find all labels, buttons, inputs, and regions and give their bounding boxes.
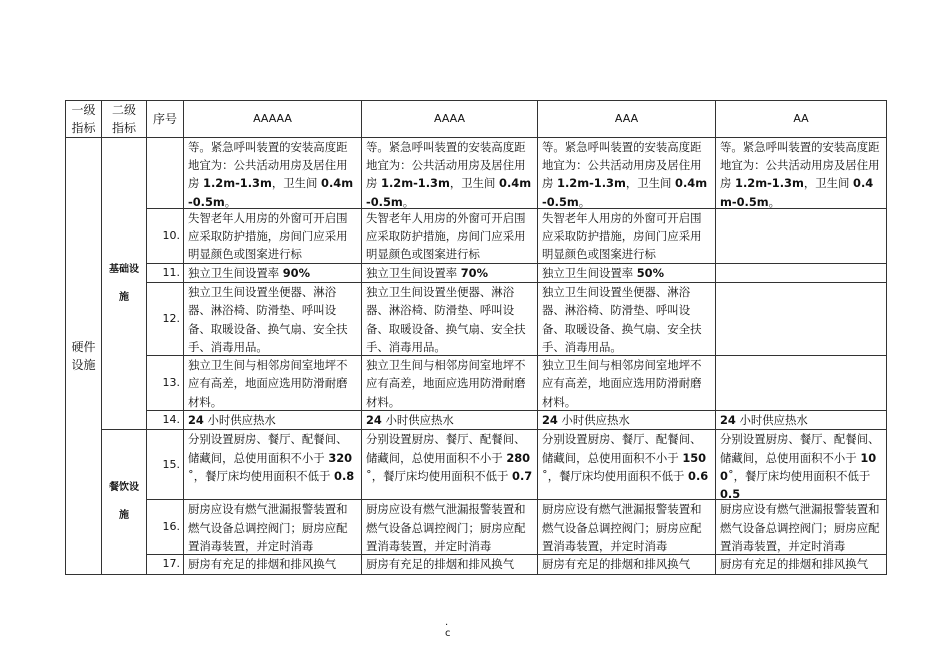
- row-seq: 11.: [147, 264, 184, 283]
- grade-cell-aa: [716, 264, 887, 283]
- text-run: 厨房有充足的排烟和排风换气: [188, 557, 337, 570]
- text-run: 。: [768, 194, 781, 208]
- text-run: 独立卫生间设置坐便器、淋浴器、淋浴椅、防滑垫、呼叫设备、取暖设备、换气扇、安全扶手、消毒用品。: [366, 285, 526, 354]
- grade-cell-aaaaa: [184, 430, 362, 500]
- table-row: [66, 264, 887, 283]
- value-highlight: 24: [366, 413, 382, 428]
- text-run: 独立卫生间与相邻房间室地坪不应有高差，地面应选用防滑耐磨材料。: [188, 358, 348, 409]
- level2-label: 餐饮设 施: [109, 482, 139, 521]
- text-run: 分别设置厨房、餐厅、配餐间、储藏间，总使用面积不小于: [720, 432, 880, 465]
- value-highlight: 100: [720, 450, 877, 483]
- grade-cell-aaa: [538, 264, 716, 283]
- header-grade-aaaaa: AAAAA: [184, 101, 362, 138]
- cell-text: [542, 411, 711, 428]
- text-run: 失智老年人用房的外窗可开启围应采取防护措施，房间门应采用明显颜色或图案进行标: [366, 211, 526, 262]
- value-highlight: 0.4m-0.5m: [542, 176, 708, 208]
- text-run: 厨房有充足的排烟和排风换气: [366, 557, 515, 570]
- value-highlight: 0.4m-0.5m: [188, 176, 354, 208]
- text-run: 小时供应热水: [203, 413, 276, 428]
- cell-text: [366, 138, 533, 208]
- text-run: 厨房应设有燃气泄漏报警装置和燃气设备总调控阀门；厨房应配置消毒装置，并定时消毒: [188, 502, 348, 553]
- grade-cell-aaaaa: [184, 209, 362, 264]
- text-run: 厨房有充足的排烟和排风换气: [720, 557, 869, 570]
- table-row: [66, 430, 887, 500]
- text-run: 等。紧急呼叫装置的安装高度距地宜为：公共活动用房及居住用房: [542, 140, 702, 191]
- cell-text: [366, 209, 533, 263]
- text-run: ˚，餐厅床均使用面积不低于: [188, 468, 335, 483]
- cell-text: [542, 138, 711, 208]
- value-highlight: 70%: [460, 266, 489, 280]
- level1-label: 硬件 设施: [71, 339, 96, 372]
- grade-cell-aaaaa: [184, 264, 362, 283]
- grade-cell-aa: [716, 555, 887, 574]
- grade-cell-aaa: [538, 209, 716, 264]
- grade-cell-aaaaa: [184, 283, 362, 356]
- value-highlight: 150: [682, 450, 707, 465]
- cell-text: [720, 500, 882, 554]
- text-run: 等。紧急呼叫装置的安装高度距地宜为：公共活动用房及居住用房: [366, 140, 526, 191]
- value-highlight: 24: [720, 413, 736, 428]
- row-seq: 16.: [147, 500, 184, 555]
- cell-text: [366, 500, 533, 554]
- table-row: [66, 500, 887, 555]
- text-run: ，卫生间: [271, 176, 322, 191]
- value-highlight: 0.7: [512, 468, 533, 483]
- text-run: 小时供应热水: [557, 413, 630, 428]
- value-highlight: 1.2m-1.3m: [381, 176, 450, 191]
- cell-text: [720, 138, 882, 208]
- value-highlight: 320: [328, 450, 353, 465]
- value-highlight: 50%: [636, 266, 665, 280]
- header-grade-aa: AA: [716, 101, 887, 138]
- level1-hardware: [66, 138, 102, 575]
- grade-cell-aaaa: [362, 356, 538, 411]
- cell-text: [720, 555, 882, 569]
- grade-cell-aa: [716, 209, 887, 264]
- row-seq: 12.: [147, 283, 184, 356]
- value-highlight: 90%: [282, 266, 311, 280]
- value-highlight: 0.5: [720, 487, 741, 500]
- row-seq: 17.: [147, 555, 184, 574]
- grade-cell-aaaaa: [184, 138, 362, 209]
- value-highlight: 0.8: [334, 468, 355, 483]
- grade-cell-aa: [716, 500, 887, 555]
- header-level2: 二级 指标: [102, 101, 147, 138]
- cell-text: [366, 283, 533, 355]
- grade-cell-aa: [716, 411, 887, 430]
- value-highlight: 280: [506, 450, 531, 465]
- text-run: 厨房应设有燃气泄漏报警装置和燃气设备总调控阀门；厨房应配置消毒装置，并定时消毒: [366, 502, 526, 553]
- text-run: 小时供应热水: [381, 413, 454, 428]
- text-run: 等。紧急呼叫装置的安装高度距地宜为：公共活动用房及居住用房: [188, 140, 348, 191]
- text-run: 分别设置厨房、餐厅、配餐间、储藏间，总使用面积不小于: [542, 432, 702, 465]
- grade-cell-aa: [716, 283, 887, 356]
- grade-cell-aaa: [538, 555, 716, 574]
- text-run: 分别设置厨房、餐厅、配餐间、储藏间，总使用面积不小于: [188, 432, 348, 465]
- cell-text: [188, 430, 357, 485]
- grade-cell-aaaa: [362, 500, 538, 555]
- text-run: 独立卫生间设置坐便器、淋浴器、淋浴椅、防滑垫、呼叫设备、取暖设备、换气扇、安全扶手、消毒用品。: [188, 285, 348, 354]
- level2-basic: [102, 138, 147, 430]
- grade-cell-aaa: [538, 500, 716, 555]
- text-run: 独立卫生间与相邻房间室地坪不应有高差，地面应选用防滑耐磨材料。: [366, 358, 526, 409]
- cell-text: [188, 138, 357, 208]
- grade-cell-aaaa: [362, 138, 538, 209]
- value-highlight: 0.4m-0.5m: [720, 176, 874, 208]
- value-highlight: 1.2m-1.3m: [203, 176, 272, 191]
- standards-table: [65, 100, 887, 575]
- table-row: [66, 411, 887, 430]
- text-run: 独立卫生间设置率: [542, 266, 637, 280]
- cell-text: [542, 264, 711, 281]
- row-seq: [147, 138, 184, 209]
- cell-text: [542, 500, 711, 554]
- cell-text: [366, 555, 533, 569]
- grade-cell-aaa: [538, 356, 716, 411]
- header-level1: 一级 指标: [66, 101, 102, 138]
- value-highlight: 1.2m-1.3m: [735, 176, 804, 191]
- text-run: ˚，餐厅床均使用面积不低于: [727, 468, 871, 483]
- row-seq: 13.: [147, 356, 184, 411]
- row-seq: 15.: [147, 430, 184, 500]
- grade-cell-aa: [716, 430, 887, 500]
- text-run: 。: [224, 194, 237, 208]
- header-grade-aaa: AAA: [538, 101, 716, 138]
- text-run: 等。紧急呼叫装置的安装高度距地宜为：公共活动用房及居住用房: [720, 140, 880, 191]
- header-row: [66, 101, 887, 138]
- grade-cell-aa: [716, 138, 887, 209]
- table-row: [66, 356, 887, 411]
- table-row: [66, 555, 887, 574]
- grade-cell-aaaaa: [184, 356, 362, 411]
- footer-dot: .: [445, 617, 449, 628]
- grade-cell-aaaaa: [184, 500, 362, 555]
- cell-text: [188, 283, 357, 355]
- text-run: ，卫生间: [803, 176, 854, 191]
- table-row: [66, 209, 887, 264]
- cell-text: [542, 209, 711, 263]
- grade-cell-aaa: [538, 430, 716, 500]
- level2-dining: [102, 430, 147, 574]
- grade-cell-aa: [716, 356, 887, 411]
- text-run: ˚，餐厅床均使用面积不低于: [542, 468, 689, 483]
- grade-cell-aaa: [538, 283, 716, 356]
- cell-text: [366, 356, 533, 410]
- cell-text: [720, 430, 882, 499]
- cell-text: [188, 356, 357, 410]
- text-run: ˚，餐厅床均使用面积不低于: [366, 468, 513, 483]
- cell-text: [188, 555, 357, 569]
- cell-text: [542, 283, 711, 355]
- value-highlight: 0.4m-0.5m: [366, 176, 532, 208]
- cell-text: [366, 411, 533, 428]
- value-highlight: 24: [188, 413, 204, 428]
- text-run: 失智老年人用房的外窗可开启围应采取防护措施，房间门应采用明显颜色或图案进行标: [188, 211, 348, 262]
- grade-cell-aaaa: [362, 264, 538, 283]
- cell-text: [366, 264, 533, 281]
- cell-text: [720, 411, 882, 428]
- cell-text: [188, 411, 357, 428]
- cell-text: [188, 500, 357, 554]
- cell-text: [366, 430, 533, 485]
- row-seq: 10.: [147, 209, 184, 264]
- grade-cell-aaa: [538, 138, 716, 209]
- text-run: 失智老年人用房的外窗可开启围应采取防护措施，房间门应采用明显颜色或图案进行标: [542, 211, 702, 262]
- value-highlight: 0.6: [688, 468, 709, 483]
- grade-cell-aaaa: [362, 555, 538, 574]
- header-seq: 序号: [147, 101, 184, 138]
- text-run: 独立卫生间设置坐便器、淋浴器、淋浴椅、防滑垫、呼叫设备、取暖设备、换气扇、安全扶手、消毒用品。: [542, 285, 702, 354]
- footer-letter: c: [445, 628, 451, 639]
- text-run: ，卫生间: [449, 176, 500, 191]
- cell-text: [188, 209, 357, 263]
- level2-label: 基础设 施: [109, 263, 139, 303]
- grade-cell-aaaaa: [184, 555, 362, 574]
- table-row: [66, 283, 887, 356]
- text-run: 独立卫生间设置率: [366, 266, 461, 280]
- grade-cell-aaaa: [362, 411, 538, 430]
- cell-text: [542, 430, 711, 485]
- cell-text: [542, 555, 711, 569]
- text-run: 厨房应设有燃气泄漏报警装置和燃气设备总调控阀门；厨房应配置消毒装置，并定时消毒: [542, 502, 702, 553]
- grade-cell-aaaaa: [184, 411, 362, 430]
- grade-cell-aaaa: [362, 430, 538, 500]
- text-run: ，卫生间: [625, 176, 676, 191]
- text-run: 。: [578, 194, 591, 208]
- value-highlight: 1.2m-1.3m: [557, 176, 626, 191]
- cell-text: [542, 356, 711, 410]
- text-run: 独立卫生间与相邻房间室地坪不应有高差，地面应选用防滑耐磨材料。: [542, 358, 702, 409]
- row-seq: 14.: [147, 411, 184, 430]
- header-grade-aaaa: AAAA: [362, 101, 538, 138]
- grade-cell-aaaa: [362, 283, 538, 356]
- text-run: 独立卫生间设置率: [188, 266, 283, 280]
- text-run: 分别设置厨房、餐厅、配餐间、储藏间，总使用面积不小于: [366, 432, 526, 465]
- cell-text: [188, 264, 357, 281]
- table-row: [66, 138, 887, 209]
- text-run: 厨房有充足的排烟和排风换气: [542, 557, 691, 570]
- text-run: 。: [402, 194, 415, 208]
- grade-cell-aaa: [538, 411, 716, 430]
- value-highlight: 24: [542, 413, 558, 428]
- text-run: 厨房应设有燃气泄漏报警装置和燃气设备总调控阀门；厨房应配置消毒装置，并定时消毒: [720, 502, 880, 553]
- grade-cell-aaaa: [362, 209, 538, 264]
- text-run: 小时供应热水: [735, 413, 808, 428]
